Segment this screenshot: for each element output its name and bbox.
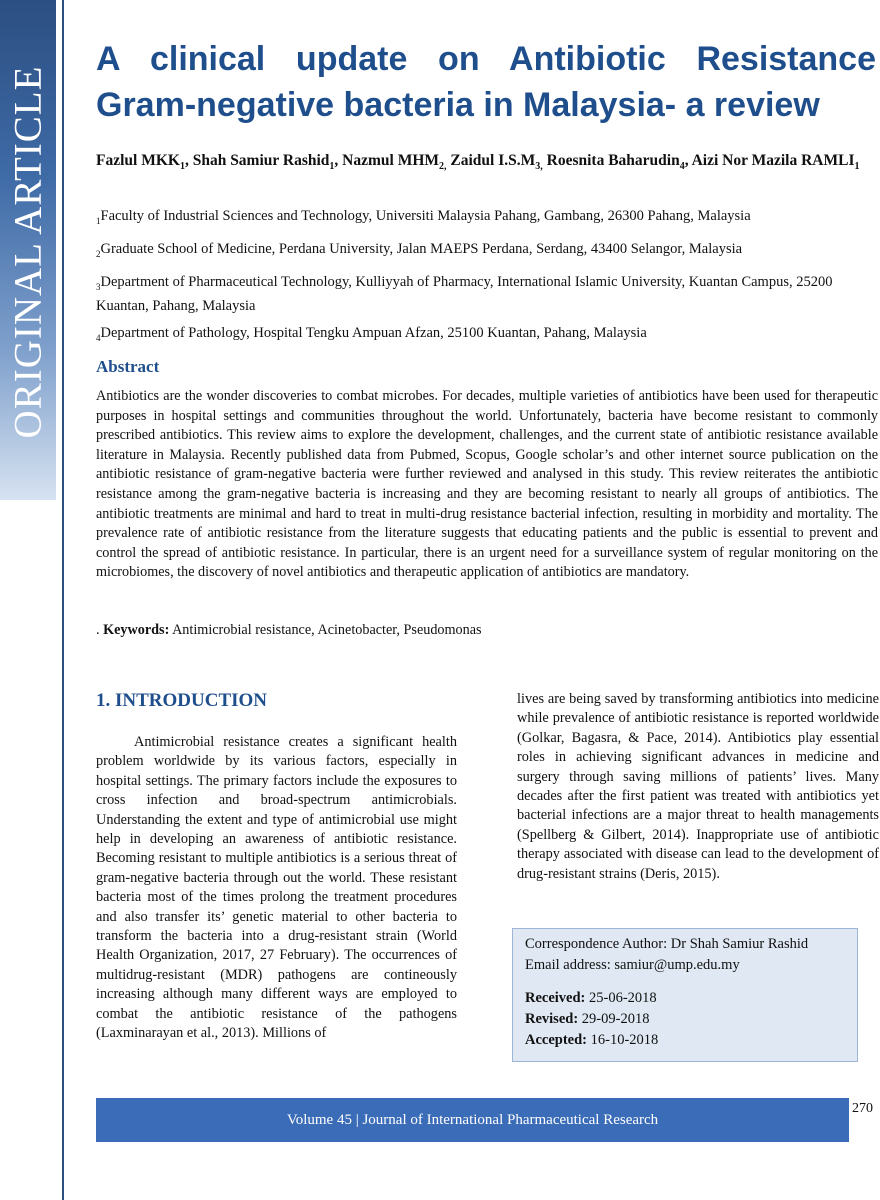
affiliation-2: $_2$Graduate School of Medicine, Perdana University, Jalan MAEPS Perdana, Serdang, 43400 Selangor, Malaysia xyxy=(96,241,743,259)
author-name: Zaidul I.S.M xyxy=(450,152,536,169)
affiliation-3: $_3$Department of Pharmaceutical Technology, Kulliyyah of Pharmacy, International Islamic University, Kuantan Campus, 25200 Kuantan, Pahang, Malaysia xyxy=(96,274,833,314)
sidebar-banner xyxy=(0,0,56,500)
keywords-label: Keywords: xyxy=(103,622,170,638)
abstract-text: Antibiotics are the wonder discoveries to combat microbes. For decades, multiple varieties of antibiotics have been used for therapeutic purposes in hospital settings and communities throughout the world. Unfortunately, bacteria have become resistant to commonly prescribed antibiotics. This review aims to explore the development, challenges, and the current state of antibiotic resistance available literature in Malaysia. Recently published data from Pubmed, Scopus, Google scholar’s and other internet source publication on the antibiotic resistance of gram-negative bacteria were further reviewed and analysed in this study. This review reiterates the antibiotic resistance among the gram-negative bacteria is increasing and they are becoming resistant to nearly all groups of antibiotics. The antibiotic treatments are minimal and hard to treat in multi-drug resistance bacterial infection, resulting in morbidity and mortality. The prevalence rate of antibiotic resistance from the literature suggests that educating patients and the public is essential to prevent and control the spread of antibiotic resistance. In particular, there is an urgent need for a surveillance system of regular monitoring on the microbiomes, the discovery of novel antibiotics and therapeutic application of antibiotics are mandatory. xyxy=(96,388,878,581)
margin-rule xyxy=(62,0,64,1200)
author-name: Roesnita Baharudin xyxy=(546,152,680,169)
article-type-label: ORIGINAL ARTICLE xyxy=(6,65,50,439)
keywords-line: . Keywords: Antimicrobial resistance, Acinetobacter, Pseudomonas xyxy=(96,622,482,638)
revised-date: Revised: 29-09-2018 xyxy=(525,1011,650,1027)
author-name: Fazlul MKK xyxy=(96,152,180,169)
title-line-1: A clinical update on Antibiotic Resistance xyxy=(96,40,876,78)
author-name: Aizi Nor Mazila RAMLI xyxy=(691,152,855,169)
affiliation-1: $_1$Faculty of Industrial Sciences and Technology, Universiti Malaysia Pahang, Gambang, 26300 Pahang, Malaysia xyxy=(96,208,751,226)
page-number: 270 xyxy=(852,1101,873,1116)
author-name: Nazmul MHM xyxy=(342,152,440,169)
author-list: Fazlul $MKK_1$, Shah Samiur Rashid$_1$, Nazmul $MHM_{2,}$ Zaidul $I.S.M_{3,}$ Roesnita Baharudin$_4$, Aizi Nor Mazila $RAMLI_1$ xyxy=(96,152,860,173)
keywords-text: Antimicrobial resistance, Acinetobacter, Pseudomonas xyxy=(172,622,482,638)
paper-title xyxy=(96,36,876,128)
correspondence-box xyxy=(512,928,858,1062)
accepted-date: Accepted: 16-10-2018 xyxy=(525,1032,659,1048)
journal-footer xyxy=(96,1098,849,1142)
intro-column-right: lives are being saved by transforming antibiotics into medicine while prevalence of antibiotic resistance is reported worldwide (Golkar, Bagasra, & Pace, 2014). Antibiotics play essential roles in achieving significant advances in medicine and surgery through saving millions of patients’ lives. Many decades after the first patient was treated with antibiotics yet bacterial infections are a major threat to health managements (Spellberg & Gilbert, 2014). Inappropriate use of antibiotic therapy associated with disease can lead to the development of drug-resistant strains (Deris, 2015). xyxy=(517,691,879,882)
title-line-2: Gram-negative bacteria in Malaysia- a review xyxy=(96,86,820,124)
correspondence-email: Email address: samiur@ump.edu.my xyxy=(525,957,740,973)
author-name: Shah Samiur Rashid xyxy=(192,152,330,169)
received-date: Received: 25-06-2018 xyxy=(525,990,657,1006)
intro-column-left: Antimicrobial resistance creates a significant health problem worldwide by its various factors, especially in hospital settings. The primary factors include the exposures to cross infection and broad-spectrum antimicrobials. Understanding the extent and type of antimicrobial use might help in developing an awareness of antibiotic resistance. Becoming resistant to multiple antibiotics is a serious threat of gram-negative bacteria through out the world. These resistant bacteria most of the times prolong the treatment procedures and also transfer its’ genetic material to other bacteria to transform the bacteria into a drug-resistant strain (World Health Organization, 2017, 27 February). The occurrences of multidrug-resistant (MDR) pathogens are contineously increasing although many different ways are employed to combat the antibiotic resistance of the pathogens (Laxminarayan et al., 2013). Millions of xyxy=(96,734,457,1042)
journal-name: Volume 45 | Journal of International Pharmaceutical Research xyxy=(286,1111,659,1128)
correspondence-author: Correspondence Author: Dr Shah Samiur Rashid xyxy=(525,936,809,952)
affiliation-4: $_4$Department of Pathology, Hospital Tengku Ampuan Afzan, 25100 Kuantan, Pahang, Malaysia xyxy=(96,325,647,343)
introduction-heading: 1. INTRODUCTION xyxy=(96,690,268,711)
abstract-heading: Abstract xyxy=(96,357,160,376)
